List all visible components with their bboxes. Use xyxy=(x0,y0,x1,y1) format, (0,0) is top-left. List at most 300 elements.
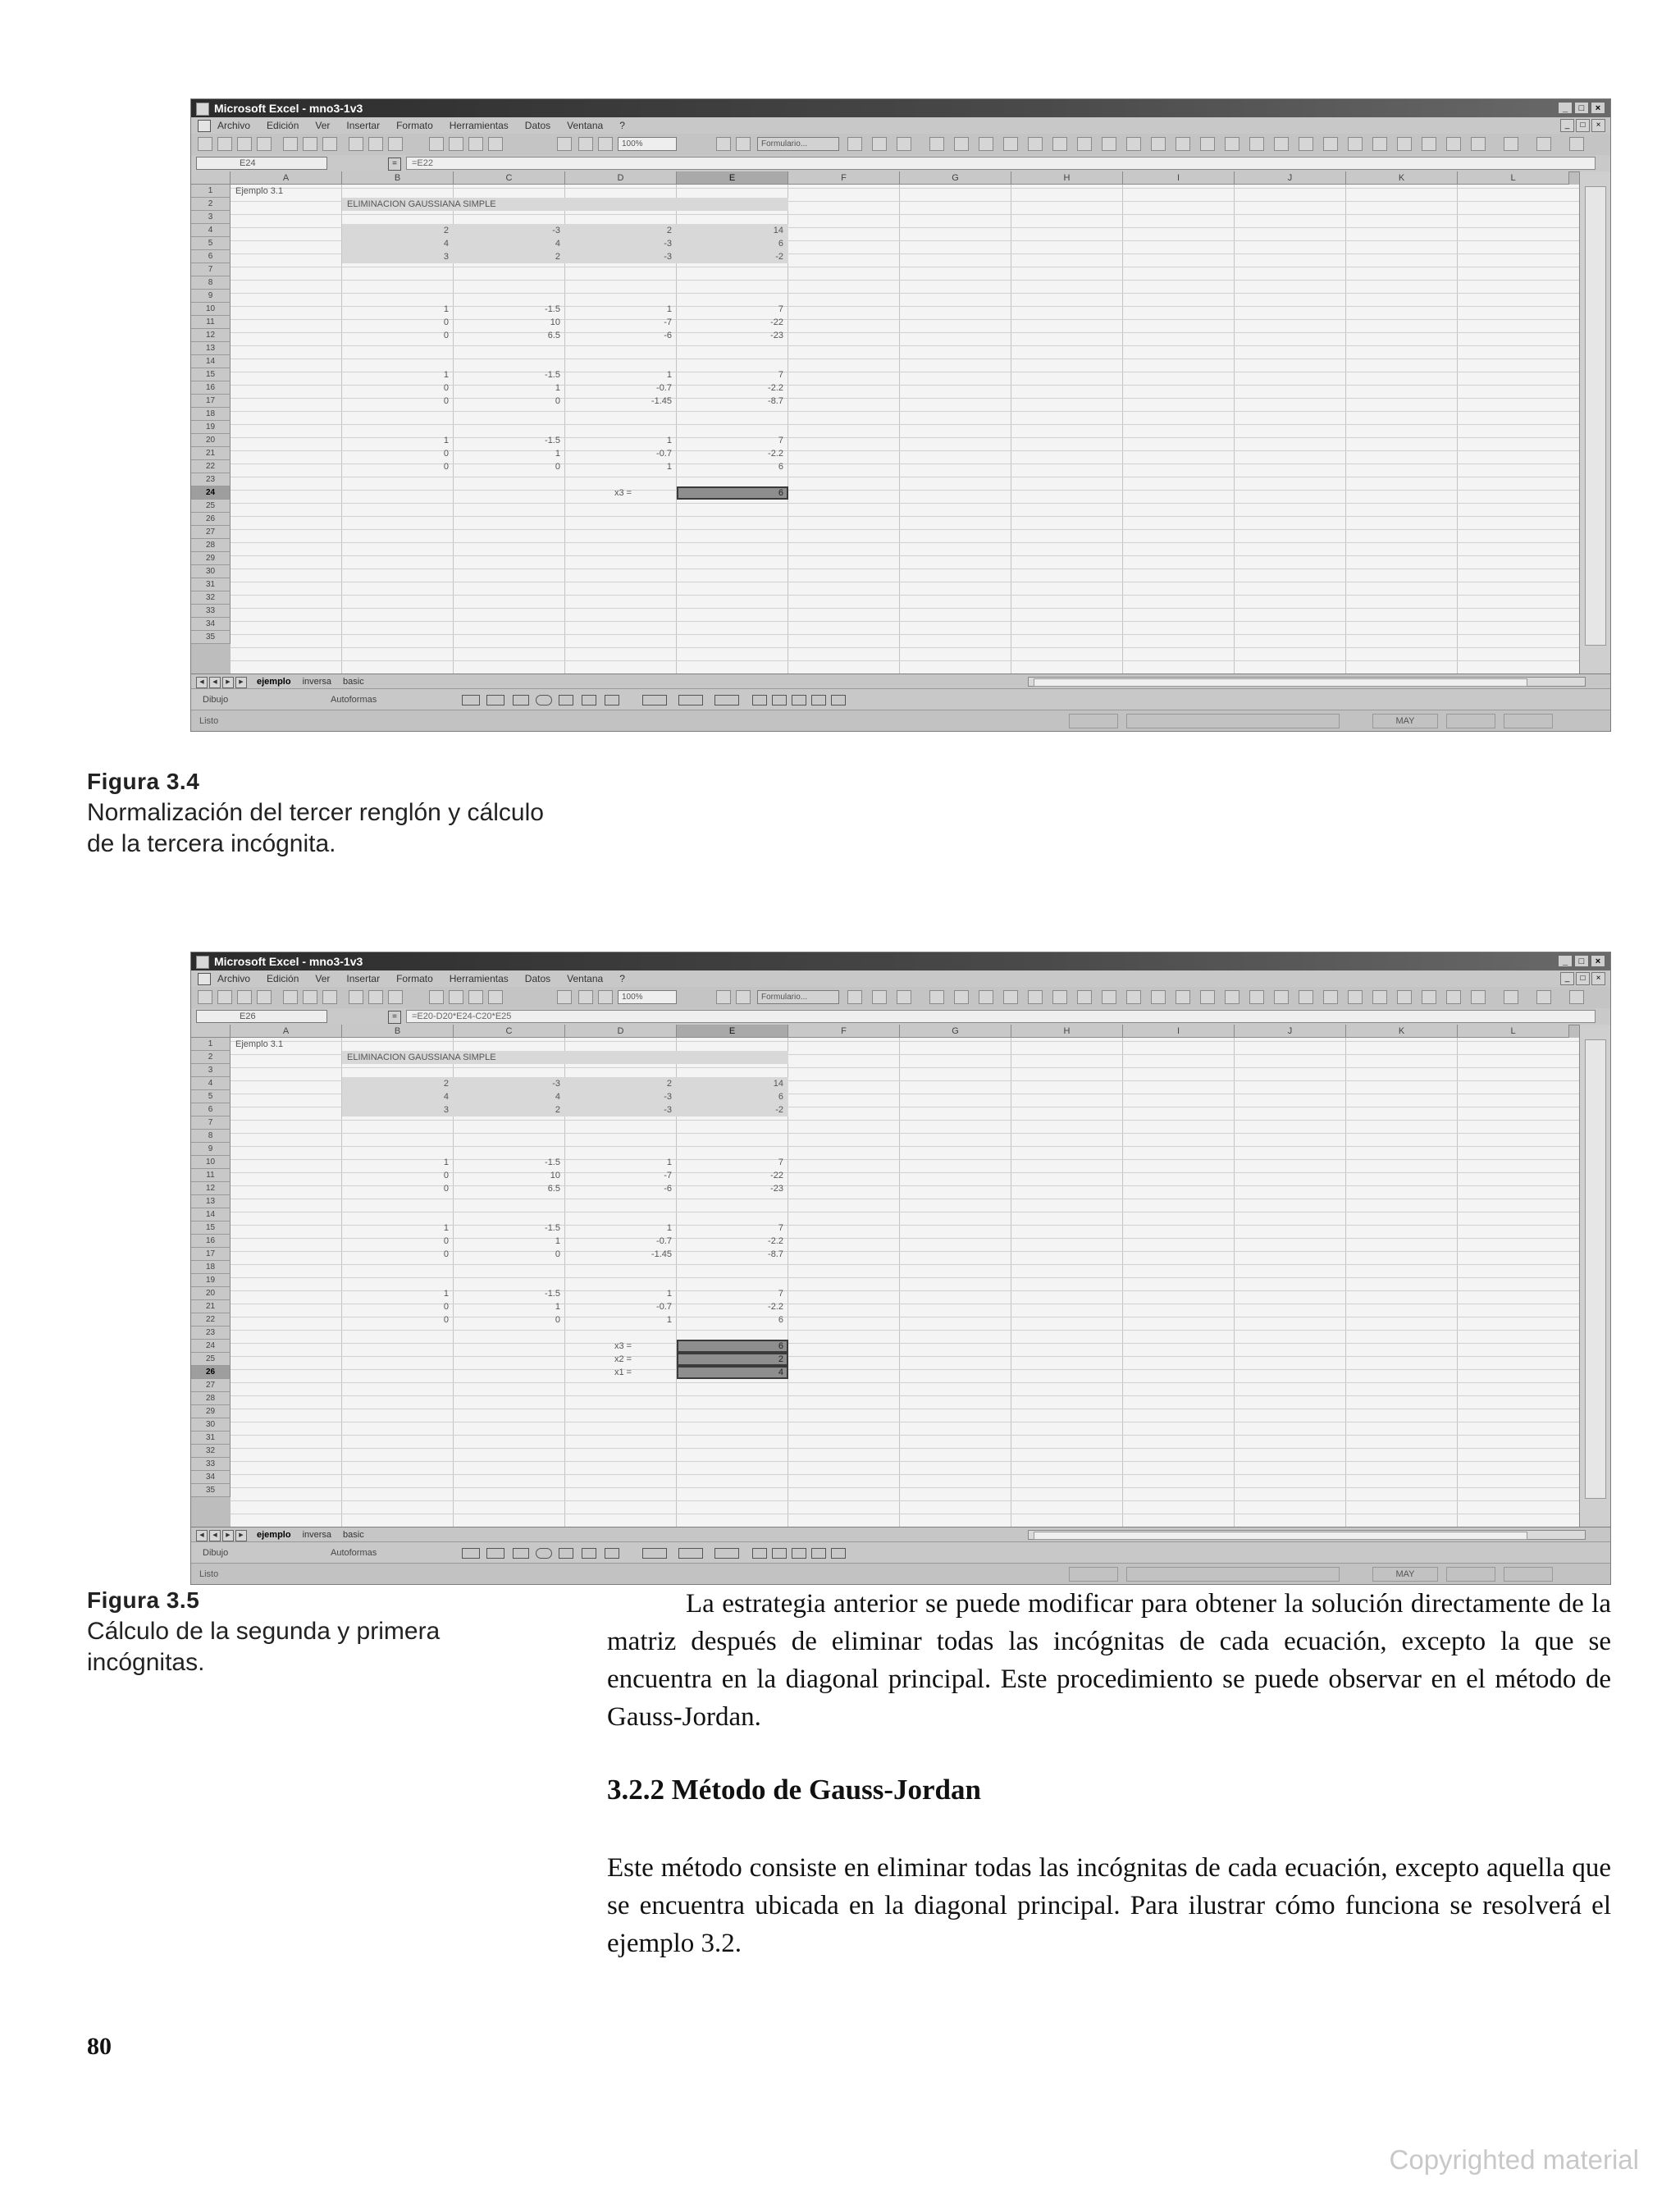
cell-value[interactable]: 3 xyxy=(443,1105,449,1115)
toolbar-button-icon[interactable] xyxy=(368,137,383,151)
textbox-tool-icon[interactable] xyxy=(559,1548,573,1559)
cell-value[interactable]: 1 xyxy=(443,304,449,314)
prev-sheet-icon[interactable]: ◀ xyxy=(209,1530,221,1541)
row-header[interactable]: 33 xyxy=(191,1458,231,1471)
row-header[interactable]: 34 xyxy=(191,618,231,631)
menu-item[interactable]: Herramientas xyxy=(449,973,509,984)
cell-value[interactable]: -0.7 xyxy=(656,1302,672,1312)
wordart-tool-icon[interactable] xyxy=(582,1548,596,1559)
menu-item[interactable]: Insertar xyxy=(346,973,381,984)
cell-value[interactable]: 2 xyxy=(555,252,560,262)
doc-close-icon[interactable]: × xyxy=(1591,119,1605,132)
column-header-c[interactable]: C xyxy=(454,1025,565,1038)
toolbar-button-icon[interactable] xyxy=(303,990,317,1004)
row-header[interactable]: 20 xyxy=(191,1287,231,1300)
toolbar-button-icon[interactable] xyxy=(872,990,887,1004)
toolbar-button-icon[interactable] xyxy=(1151,990,1166,1004)
column-header-h[interactable]: H xyxy=(1011,1025,1123,1038)
toolbar-button-icon[interactable] xyxy=(736,990,751,1004)
cell-value[interactable]: -3 xyxy=(664,252,672,262)
row-header[interactable]: 3 xyxy=(191,211,231,224)
last-sheet-icon[interactable]: ▶ xyxy=(235,1530,247,1541)
toolbar-button-icon[interactable] xyxy=(257,137,272,151)
column-header-a[interactable]: A xyxy=(231,171,342,185)
menu-item[interactable]: ? xyxy=(619,973,625,984)
cell-value[interactable]: -3 xyxy=(552,226,560,235)
cell-value[interactable]: -23 xyxy=(770,331,783,340)
line-color-icon[interactable] xyxy=(678,695,703,706)
toolbar-button-icon[interactable] xyxy=(468,137,483,151)
row-header[interactable]: 18 xyxy=(191,408,231,421)
cell-value[interactable]: 0 xyxy=(443,449,449,459)
column-header-j[interactable]: J xyxy=(1235,1025,1346,1038)
toolbar-button-icon[interactable] xyxy=(1323,137,1338,151)
row-header[interactable]: 31 xyxy=(191,578,231,591)
name-box[interactable]: E24 xyxy=(196,157,327,170)
cell-value[interactable]: x1 = xyxy=(614,1368,632,1377)
toolbar-button-icon[interactable] xyxy=(1102,137,1116,151)
cell-value[interactable]: 1 xyxy=(555,383,560,393)
cell-value[interactable]: -7 xyxy=(664,1171,672,1180)
column-header-i[interactable]: I xyxy=(1123,1025,1235,1038)
row-header[interactable]: 8 xyxy=(191,1130,231,1143)
row-header[interactable]: 11 xyxy=(191,1169,231,1182)
sheet-tab[interactable]: inversa xyxy=(302,1530,332,1540)
row-header[interactable]: 26 xyxy=(191,1366,231,1379)
vertical-scrollbar[interactable] xyxy=(1579,1025,1611,1527)
menu-item[interactable]: Edición xyxy=(267,973,299,984)
menu-item[interactable]: Datos xyxy=(524,973,551,984)
cell-value[interactable]: 3 xyxy=(443,252,449,262)
row-header[interactable]: 19 xyxy=(191,1274,231,1287)
row-header[interactable]: 5 xyxy=(191,237,231,250)
cell-value[interactable]: 14 xyxy=(773,1079,783,1089)
menu-item[interactable]: Ver xyxy=(315,973,331,984)
row-header[interactable]: 29 xyxy=(191,552,231,565)
toolbar-button-icon[interactable] xyxy=(237,137,252,151)
toolbar-button-icon[interactable] xyxy=(1504,990,1518,1004)
cell-value[interactable]: 4 xyxy=(443,239,449,249)
cell-value[interactable]: 7 xyxy=(778,1223,783,1233)
toolbar-button-icon[interactable] xyxy=(1323,990,1338,1004)
row-header[interactable]: 3 xyxy=(191,1064,231,1077)
column-header-f[interactable]: F xyxy=(788,1025,900,1038)
formula-input[interactable]: =E20-D20*E24-C20*E25 xyxy=(406,1010,1596,1023)
cell-value[interactable]: x3 = xyxy=(614,488,632,498)
menu-item[interactable]: Ventana xyxy=(567,973,604,984)
arrow-tool-icon[interactable] xyxy=(486,1548,504,1559)
column-header-e[interactable]: E xyxy=(677,171,788,185)
cell-value[interactable]: x3 = xyxy=(614,1341,632,1351)
cell-value[interactable]: 1 xyxy=(666,370,672,380)
row-header[interactable]: 27 xyxy=(191,526,231,539)
toolbar-button-icon[interactable] xyxy=(1225,990,1239,1004)
toolbar-button-icon[interactable] xyxy=(217,137,232,151)
column-header-f[interactable]: F xyxy=(788,171,900,185)
toolbar-button-icon[interactable] xyxy=(1348,990,1363,1004)
toolbar-button-icon[interactable] xyxy=(1299,137,1313,151)
line-tool-icon[interactable] xyxy=(462,695,480,706)
toolbar-button-icon[interactable] xyxy=(1536,990,1551,1004)
cell-value[interactable]: Ejemplo 3.1 xyxy=(235,1039,284,1049)
toolbar-button-icon[interactable] xyxy=(1397,990,1412,1004)
row-header[interactable]: 18 xyxy=(191,1261,231,1274)
cell-value[interactable]: -0.7 xyxy=(656,449,672,459)
toolbar-button-icon[interactable] xyxy=(929,137,944,151)
toolbar-button-icon[interactable] xyxy=(322,137,337,151)
toolbar-button-icon[interactable] xyxy=(1536,137,1551,151)
font-color-icon[interactable] xyxy=(714,1548,739,1559)
column-header-k[interactable]: K xyxy=(1346,171,1458,185)
column-header-d[interactable]: D xyxy=(565,1025,677,1038)
cell-value[interactable]: 2 xyxy=(443,1079,449,1089)
oval-tool-icon[interactable] xyxy=(536,1548,552,1559)
toolbar-button-icon[interactable] xyxy=(1052,990,1067,1004)
sheet-tab[interactable]: ejemplo xyxy=(257,1530,291,1540)
column-header-g[interactable]: G xyxy=(900,1025,1011,1038)
toolbar-button-icon[interactable] xyxy=(598,137,613,151)
3d-icon[interactable] xyxy=(831,1548,846,1559)
cell-value[interactable]: -3 xyxy=(552,1079,560,1089)
maximize-icon[interactable]: □ xyxy=(1574,102,1589,114)
row-header[interactable]: 30 xyxy=(191,1418,231,1432)
row-header[interactable]: 1 xyxy=(191,185,231,198)
row-header[interactable]: 13 xyxy=(191,1195,231,1208)
cell-value[interactable]: 2 xyxy=(666,226,672,235)
cell-value[interactable]: ELIMINACION GAUSSIANA SIMPLE xyxy=(347,199,496,209)
column-header-l[interactable]: L xyxy=(1458,171,1569,185)
cell-area[interactable] xyxy=(231,1038,1579,1527)
cell-value[interactable]: 0 xyxy=(555,1249,560,1259)
column-header-k[interactable]: K xyxy=(1346,1025,1458,1038)
row-header[interactable]: 9 xyxy=(191,290,231,303)
worksheet-grid[interactable] xyxy=(191,171,1611,674)
row-header[interactable]: 14 xyxy=(191,1208,231,1222)
close-icon[interactable]: × xyxy=(1591,102,1605,114)
toolbar-button-icon[interactable] xyxy=(979,990,993,1004)
toolbar-button-icon[interactable] xyxy=(468,990,483,1004)
clipart-tool-icon[interactable] xyxy=(605,695,619,706)
menu-item[interactable]: Datos xyxy=(524,120,551,131)
cell-value[interactable]: -3 xyxy=(664,1105,672,1115)
row-header[interactable]: 10 xyxy=(191,1156,231,1169)
row-header[interactable]: 24 xyxy=(191,1340,231,1353)
row-header[interactable]: 22 xyxy=(191,460,231,473)
doc-minimize-icon[interactable]: _ xyxy=(1560,119,1574,132)
toolbar-button-icon[interactable] xyxy=(1176,137,1190,151)
close-icon[interactable]: × xyxy=(1591,955,1605,967)
autoshapes-menu[interactable]: Autoformas xyxy=(331,695,377,705)
toolbar-button-icon[interactable] xyxy=(897,990,911,1004)
cell-value[interactable]: -7 xyxy=(664,317,672,327)
row-header[interactable]: 7 xyxy=(191,1116,231,1130)
toolbar-button-icon[interactable] xyxy=(929,990,944,1004)
cell-value[interactable]: 1 xyxy=(555,449,560,459)
cell-value[interactable]: 6 xyxy=(778,239,783,249)
cell-value[interactable]: 7 xyxy=(778,370,783,380)
row-header[interactable]: 29 xyxy=(191,1405,231,1418)
cell-value[interactable]: 1 xyxy=(666,462,672,472)
cell-value[interactable]: -1.45 xyxy=(651,396,672,406)
cell-value[interactable]: 1 xyxy=(443,1158,449,1167)
name-box[interactable]: E26 xyxy=(196,1010,327,1023)
toolbar-button-icon[interactable] xyxy=(388,137,403,151)
column-header-h[interactable]: H xyxy=(1011,171,1123,185)
cell-value[interactable]: 14 xyxy=(773,226,783,235)
row-header[interactable]: 13 xyxy=(191,342,231,355)
toolbar-button-icon[interactable] xyxy=(217,990,232,1004)
cell-value[interactable]: 7 xyxy=(778,1158,783,1167)
cell-value[interactable]: 1 xyxy=(555,1236,560,1246)
row-header[interactable]: 4 xyxy=(191,224,231,237)
cell-value[interactable]: -0.7 xyxy=(656,1236,672,1246)
cell-value[interactable]: -6 xyxy=(664,331,672,340)
cell-value[interactable]: -2.2 xyxy=(768,1236,783,1246)
vertical-scrollbar[interactable] xyxy=(1579,171,1611,674)
column-header-c[interactable]: C xyxy=(454,171,565,185)
toolbar-button-icon[interactable] xyxy=(349,990,363,1004)
formula-input[interactable]: =E22 xyxy=(406,157,1596,170)
next-sheet-icon[interactable]: ▶ xyxy=(222,1530,234,1541)
cell-value[interactable]: 0 xyxy=(555,396,560,406)
toolbar-button-icon[interactable] xyxy=(1200,137,1215,151)
column-header-b[interactable]: B xyxy=(342,1025,454,1038)
column-header-i[interactable]: I xyxy=(1123,171,1235,185)
toolbar-button-icon[interactable] xyxy=(429,137,444,151)
toolbar-button-icon[interactable] xyxy=(872,137,887,151)
row-header[interactable]: 24 xyxy=(191,486,231,500)
cell-value[interactable]: -1.5 xyxy=(545,1223,560,1233)
toolbar-button-icon[interactable] xyxy=(1446,990,1461,1004)
toolbar-button-icon[interactable] xyxy=(1446,137,1461,151)
row-header[interactable]: 23 xyxy=(191,473,231,486)
cell-value[interactable]: 4 xyxy=(443,1092,449,1102)
column-header-d[interactable]: D xyxy=(565,171,677,185)
cell-value[interactable]: 1 xyxy=(666,1315,672,1325)
fill-color-icon[interactable] xyxy=(642,695,667,706)
cell-value[interactable]: -1.5 xyxy=(545,304,560,314)
toolbar-button-icon[interactable] xyxy=(368,990,383,1004)
row-header[interactable]: 6 xyxy=(191,1103,231,1116)
dash-style-icon[interactable] xyxy=(772,1548,787,1559)
first-sheet-icon[interactable]: ◀ xyxy=(196,677,208,688)
cell-value[interactable]: 0 xyxy=(443,331,449,340)
row-header[interactable]: 25 xyxy=(191,500,231,513)
toolbar-button-icon[interactable] xyxy=(847,990,862,1004)
cell-value[interactable]: 0 xyxy=(443,1249,449,1259)
toolbar-button-icon[interactable] xyxy=(1397,137,1412,151)
doc-minimize-icon[interactable]: _ xyxy=(1560,972,1574,985)
cell-value[interactable]: -22 xyxy=(770,1171,783,1180)
draw-menu[interactable]: Dibujo xyxy=(203,695,229,705)
row-header[interactable]: 21 xyxy=(191,447,231,460)
select-all-corner[interactable] xyxy=(191,1025,231,1038)
cell-value[interactable]: -1.5 xyxy=(545,1158,560,1167)
toolbar-button-icon[interactable] xyxy=(1422,137,1436,151)
toolbar-button-icon[interactable] xyxy=(322,990,337,1004)
oval-tool-icon[interactable] xyxy=(536,695,552,706)
toolbar-button-icon[interactable] xyxy=(198,990,212,1004)
row-header[interactable]: 12 xyxy=(191,329,231,342)
cell-value[interactable]: -2 xyxy=(775,252,783,262)
cell-value[interactable]: -2 xyxy=(775,1105,783,1115)
cell-value[interactable]: 7 xyxy=(778,1289,783,1299)
horizontal-scrollbar[interactable] xyxy=(1028,677,1586,687)
clipart-tool-icon[interactable] xyxy=(605,1548,619,1559)
cell-value[interactable]: 0 xyxy=(443,1171,449,1180)
toolbar-button-icon[interactable] xyxy=(1077,990,1092,1004)
toolbar-button-icon[interactable] xyxy=(388,990,403,1004)
cell-value[interactable]: -3 xyxy=(664,239,672,249)
cell-value[interactable]: -2.2 xyxy=(768,449,783,459)
toolbar-button-icon[interactable] xyxy=(449,990,463,1004)
toolbar-button-icon[interactable] xyxy=(1028,990,1043,1004)
toolbar-button-icon[interactable] xyxy=(1471,137,1486,151)
cell-value[interactable]: 0 xyxy=(443,462,449,472)
row-header[interactable]: 6 xyxy=(191,250,231,263)
toolbar-button-icon[interactable] xyxy=(954,990,969,1004)
column-header-j[interactable]: J xyxy=(1235,171,1346,185)
row-header[interactable]: 10 xyxy=(191,303,231,316)
toolbar-button-icon[interactable] xyxy=(237,990,252,1004)
line-style-icon[interactable] xyxy=(752,695,767,706)
cell-value[interactable]: 0 xyxy=(443,396,449,406)
column-header-a[interactable]: A xyxy=(231,1025,342,1038)
cell-value[interactable]: 1 xyxy=(666,436,672,445)
cell-value[interactable]: 6 xyxy=(778,1341,783,1351)
cell-value[interactable]: -8.7 xyxy=(768,396,783,406)
row-header[interactable]: 11 xyxy=(191,316,231,329)
toolbar-button-icon[interactable] xyxy=(557,137,572,151)
column-header-b[interactable]: B xyxy=(342,171,454,185)
menu-item[interactable]: Formato xyxy=(396,120,433,131)
cell-value[interactable]: 2 xyxy=(666,1079,672,1089)
cell-value[interactable]: 6 xyxy=(778,1092,783,1102)
row-header[interactable]: 5 xyxy=(191,1090,231,1103)
toolbar-button-icon[interactable] xyxy=(429,990,444,1004)
autoshapes-menu[interactable]: Autoformas xyxy=(331,1548,377,1558)
toolbar-button-icon[interactable] xyxy=(1176,990,1190,1004)
arrow-style-icon[interactable] xyxy=(792,695,806,706)
toolbar-button-icon[interactable] xyxy=(578,990,593,1004)
toolbar-button-icon[interactable] xyxy=(1126,990,1141,1004)
toolbar-button-icon[interactable] xyxy=(1569,137,1584,151)
cell-value[interactable]: 4 xyxy=(778,1368,783,1377)
cell-value[interactable]: -0.7 xyxy=(656,383,672,393)
column-header-g[interactable]: G xyxy=(900,171,1011,185)
toolbar-button-icon[interactable] xyxy=(1077,137,1092,151)
row-header[interactable]: 30 xyxy=(191,565,231,578)
cell-value[interactable]: 6 xyxy=(778,462,783,472)
toolbar-button-icon[interactable] xyxy=(1003,137,1018,151)
sheet-tab[interactable]: inversa xyxy=(302,677,332,687)
cell-value[interactable]: 7 xyxy=(778,304,783,314)
horizontal-scrollbar[interactable] xyxy=(1028,1530,1586,1540)
prev-sheet-icon[interactable]: ◀ xyxy=(209,677,221,688)
sheet-tab[interactable]: basic xyxy=(343,1530,364,1540)
cell-value[interactable]: 7 xyxy=(778,436,783,445)
toolbar-button-icon[interactable] xyxy=(1126,137,1141,151)
row-header[interactable]: 31 xyxy=(191,1432,231,1445)
cell-value[interactable]: 0 xyxy=(443,1236,449,1246)
toolbar-button-icon[interactable] xyxy=(557,990,572,1004)
textbox-tool-icon[interactable] xyxy=(559,695,573,706)
row-header[interactable]: 21 xyxy=(191,1300,231,1313)
cell-value[interactable]: -2.2 xyxy=(768,1302,783,1312)
cell-value[interactable]: -8.7 xyxy=(768,1249,783,1259)
cell-value[interactable]: 0 xyxy=(443,383,449,393)
cell-value[interactable]: 1 xyxy=(666,1223,672,1233)
toolbar-button-icon[interactable] xyxy=(1151,137,1166,151)
toolbar-button-icon[interactable] xyxy=(1299,990,1313,1004)
toolbar-button-icon[interactable] xyxy=(1052,137,1067,151)
cell-value[interactable]: 6 xyxy=(778,488,783,498)
cell-value[interactable]: -6 xyxy=(664,1184,672,1194)
line-color-icon[interactable] xyxy=(678,1548,703,1559)
toolbar-button-icon[interactable] xyxy=(1225,137,1239,151)
cell-value[interactable]: 0 xyxy=(443,1302,449,1312)
row-header[interactable]: 35 xyxy=(191,1484,231,1497)
doc-restore-icon[interactable]: □ xyxy=(1576,119,1590,132)
toolbar-button-icon[interactable] xyxy=(488,137,503,151)
draw-menu[interactable]: Dibujo xyxy=(203,1548,229,1558)
cell-value[interactable]: -1.5 xyxy=(545,370,560,380)
cell-value[interactable]: -2.2 xyxy=(768,383,783,393)
row-header[interactable]: 33 xyxy=(191,605,231,618)
doc-restore-icon[interactable]: □ xyxy=(1576,972,1590,985)
cell-value[interactable]: 10 xyxy=(550,317,560,327)
cell-value[interactable]: 1 xyxy=(443,1223,449,1233)
row-header[interactable]: 2 xyxy=(191,198,231,211)
fill-color-icon[interactable] xyxy=(642,1548,667,1559)
first-sheet-icon[interactable]: ◀ xyxy=(196,1530,208,1541)
toolbar-button-icon[interactable] xyxy=(1274,137,1289,151)
cell-value[interactable]: -23 xyxy=(770,1184,783,1194)
row-header[interactable]: 16 xyxy=(191,1235,231,1248)
wordart-tool-icon[interactable] xyxy=(582,695,596,706)
cell-value[interactable]: 2 xyxy=(778,1354,783,1364)
row-header[interactable]: 35 xyxy=(191,631,231,644)
cell-value[interactable]: -22 xyxy=(770,317,783,327)
equals-icon[interactable]: = xyxy=(388,1011,401,1024)
toolbar-button-icon[interactable] xyxy=(1569,990,1584,1004)
cell-value[interactable]: 6.5 xyxy=(547,331,560,340)
cell-value[interactable]: 1 xyxy=(666,304,672,314)
dash-style-icon[interactable] xyxy=(772,695,787,706)
toolbar-button-icon[interactable] xyxy=(847,137,862,151)
sheet-tab[interactable]: basic xyxy=(343,677,364,687)
cell-value[interactable]: x2 = xyxy=(614,1354,632,1364)
row-header[interactable]: 4 xyxy=(191,1077,231,1090)
row-header[interactable]: 12 xyxy=(191,1182,231,1195)
3d-icon[interactable] xyxy=(831,695,846,706)
worksheet-grid[interactable] xyxy=(191,1025,1611,1527)
shadow-icon[interactable] xyxy=(811,1548,826,1559)
cell-value[interactable]: 1 xyxy=(555,1302,560,1312)
cell-value[interactable]: -1.5 xyxy=(545,436,560,445)
toolbar-button-icon[interactable] xyxy=(897,137,911,151)
zoom-select[interactable]: 100% xyxy=(618,990,677,1004)
next-sheet-icon[interactable]: ▶ xyxy=(222,677,234,688)
menu-item[interactable]: Edición xyxy=(267,120,299,131)
minimize-icon[interactable]: _ xyxy=(1558,955,1573,967)
arrow-style-icon[interactable] xyxy=(792,1548,806,1559)
row-header[interactable]: 17 xyxy=(191,1248,231,1261)
cell-value[interactable]: 4 xyxy=(555,239,560,249)
toolbar-button-icon[interactable] xyxy=(954,137,969,151)
row-header[interactable]: 26 xyxy=(191,513,231,526)
cell-value[interactable]: -3 xyxy=(664,1092,672,1102)
